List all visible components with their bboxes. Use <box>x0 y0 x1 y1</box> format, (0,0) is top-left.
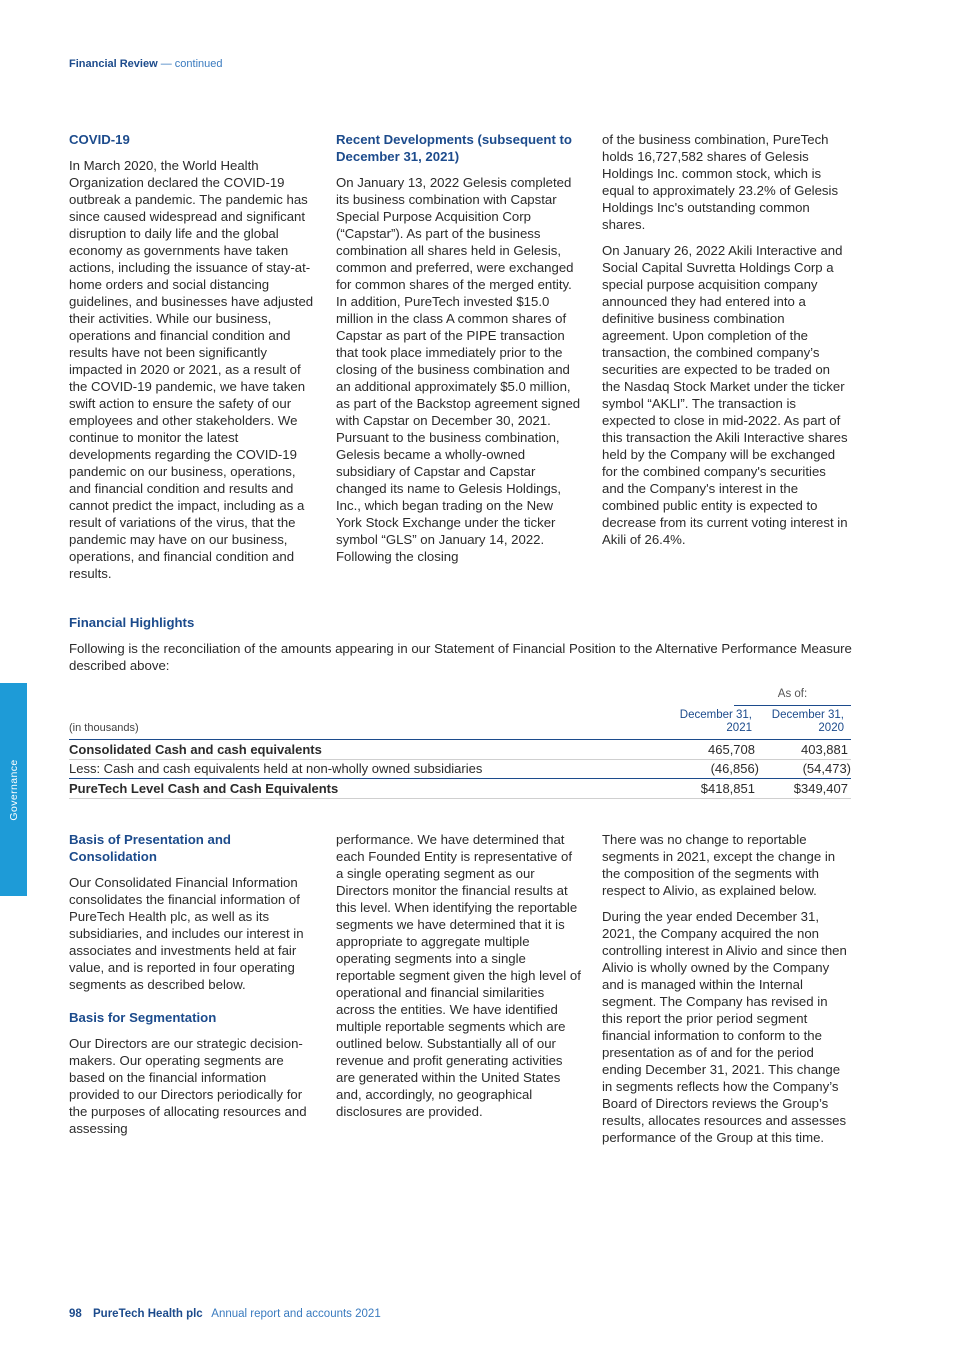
row-value-2020: (54,473) <box>802 761 851 776</box>
basis-paragraph: Our Consolidated Financial Information consolidates the financial information of PureTech Health plc, as well as its subsidiaries, and includes our interest in associates and investments held at fair value, and is reported in four operating segments as described below. <box>69 875 304 992</box>
basis-column <box>69 831 315 1146</box>
segmentation-paragraph: Our Directors are our strategic decision-makers. Our operating segments are based on the financial information provided to our Directors periodically for the purposes of allocating resources and assessing <box>69 1036 307 1136</box>
segment-change-paragraph: There was no change to reportable segments in 2021, except the change in the composition of the segments with respect to Alivio, as explained below. <box>602 832 836 898</box>
row-rule <box>69 798 851 799</box>
alivio-paragraph: During the year ended December 31, 2021, the Company acquired the non controlling interest in Alivio and since then Alivio is wholly owned by the Company and is managed within the Internal segment. The Company has revised in this report the prior period segment financial information to conform to the presentation as of and for the period ending December 31, 2021. This change in segments reflects how the Company’s Board of Directors reviews the Group’s results, allocates resources and assesses performance of the Group at this time. <box>602 909 847 1145</box>
covid-paragraph: In March 2020, the World Health Organization declared the COVID-19 outbreak a pandemic. The pandemic has since caused widespread and significant disruption to daily life and the global economy as governments have taken actions, including the issuance of stay-at-home orders and social distancing guidelines, and businesses have adjusted their activities. While our business, operations and financial condition and results have not been significantly impacted in 2020 or 2021, as a result of the COVID-19 pandemic, we have taken swift action to ensure the safety of our employees and other stakeholders. We continue to monitor the latest developments regarding the COVID-19 pandemic on our business, operations, and financial condition and results and cannot predict the impact, including as a result of variations of the virus, that the pandemic may have on our business, operations, and financial condition and results. <box>69 158 314 581</box>
table-row <box>69 759 851 778</box>
footer-company: PureTech Health plc <box>93 1308 203 1320</box>
page-footer <box>69 1308 381 1320</box>
row-label: Consolidated Cash and cash equivalents <box>69 742 322 757</box>
row-value-2020: $349,407 <box>793 781 848 796</box>
row-label: PureTech Level Cash and Cash Equivalents <box>69 781 339 796</box>
gelesis-paragraph-continued: of the business combination, PureTech holds 16,727,582 shares of Gelesis Holdings Inc. common stock, which is equal to approximately 23.2% of Gelesis Holdings Inc's outstanding common shares. <box>602 132 839 232</box>
table-row <box>69 740 851 759</box>
running-header <box>69 58 222 70</box>
recent-developments-column <box>336 131 582 574</box>
page-number: 98 <box>69 1308 82 1320</box>
financial-highlights-heading: Financial Highlights <box>69 615 195 630</box>
segment-change-column <box>602 831 848 1155</box>
basis-heading: Basis of Presentation and Consolidation <box>69 832 231 864</box>
row-value-2020: 403,881 <box>801 742 848 757</box>
section-title: Financial Review <box>69 58 158 70</box>
as-of-label: As of: <box>777 688 808 700</box>
recent-developments-column-continued <box>602 131 848 557</box>
table-row <box>69 779 851 798</box>
row-value-2021: $418,851 <box>700 781 755 796</box>
segmentation-column-continued <box>336 831 582 1129</box>
covid-heading: COVID-19 <box>69 132 130 147</box>
akili-paragraph: On January 26, 2022 Akili Interactive and Social Capital Suvretta Holdings Corp a special purpose acquisition company announced they had entered into a definitive business combination agreement. Upon completion of the transaction, the combined company’s securities are expected to be traded on the Nasdaq Stock Market under the ticker symbol “AKLI”. The transaction is expected to close in mid-2022. As part of this transaction the Akili Interactive shares held by the Company will be exchanged for the combined company's securities and the Company's interest in the combined public entity is expected to decrease from its current voting interest in Akili of 26.4%. <box>602 243 848 547</box>
gelesis-paragraph: On January 13, 2022 Gelesis completed its business combination with Capstar Special Purpose Acquisition Corp (“Capstar”). As part of the business combination all shares held in Gelesis, common and preferred, were exchanged for common shares of the merged entity. In addition, PureTech invested $15.0 million in the class A common shares of Capstar as part of the PIPE transaction that took place immediately prior to the closing of the business combination and an additional approximately $5.0 million, as part of the Backstop agreement signed with Capstar on December 30, 2021. Pursuant to the business combination, Gelesis became a wholly-owned subsidiary of Capstar and Capstar changed its name to Gelesis Holdings, Inc., which began trading on the New York Stock Exchange under the ticker symbol “GLS” on January 14, 2022. Following the closing <box>336 175 581 564</box>
row-value-2021: 465,708 <box>708 742 755 757</box>
segmentation-paragraph-continued: performance. We have determined that each Founded Entity is representative of a single operating segment as our Directors monitor the financial results at this level. When identifying the reportable segments we have determined that it is appropriate to aggregate multiple operating segments into a single reportable segment given the high level of operational and financial similarities across the entities. We have identified multiple reportable segments which are outlined below. Substantially all of our revenue and profit generating activities are generated within the United States and, accordingly, no geographical disclosures are provided. <box>336 832 581 1119</box>
column-header-2021: December 31, 2021 <box>679 709 752 734</box>
row-value-2021: (46,856) <box>710 761 759 776</box>
financial-highlights-intro: Following is the reconciliation of the amounts appearing in our Statement of Financial Position to the Alternative Performance Measure described above: <box>69 641 852 673</box>
side-tab-label: Governance <box>7 758 20 821</box>
units-label: (in thousands) <box>69 722 139 734</box>
segmentation-heading: Basis for Segmentation <box>69 1010 217 1025</box>
covid-column <box>69 131 315 591</box>
governance-side-tab <box>0 683 27 896</box>
recent-developments-heading: Recent Developments (subsequent to December 31, 2021) <box>336 132 572 164</box>
as-of-rule <box>734 705 851 706</box>
section-suffix: — continued <box>160 58 223 70</box>
column-header-2020: December 31, 2020 <box>771 709 844 734</box>
row-label: Less: Cash and cash equivalents held at non-wholly owned subsidiaries <box>69 761 483 776</box>
footer-report-title: Annual report and accounts 2021 <box>211 1308 381 1320</box>
